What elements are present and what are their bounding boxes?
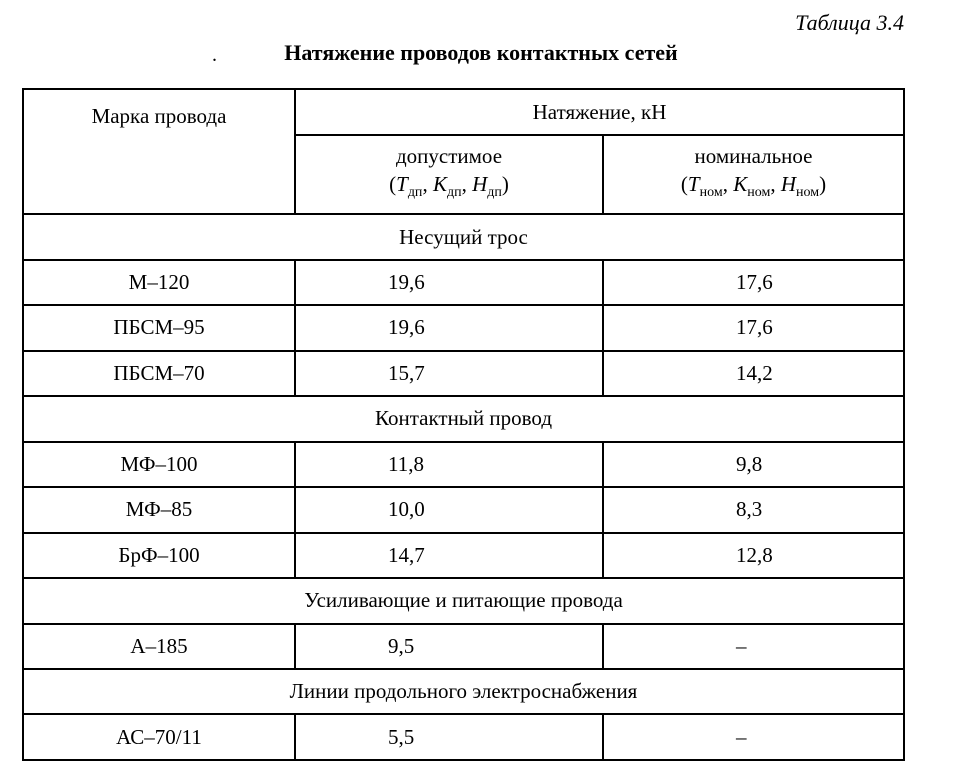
section-row: [23, 214, 904, 259]
symbol-letter: K: [432, 172, 447, 197]
table-row: [23, 442, 904, 487]
header-allowed-symbols: ($T_{дп}$, $K_{дп}$, $H_{дп}$): [389, 172, 509, 201]
table-row: [23, 487, 904, 532]
section-title: Несущий трос: [23, 214, 904, 259]
cell-nominal: –: [603, 624, 904, 669]
table-row: [23, 714, 904, 760]
symbol-subscript: дп: [487, 185, 502, 201]
header-wire-mark: Марка провода: [23, 89, 295, 214]
cell-mark: АС–70/11: [23, 714, 295, 760]
section-row: [23, 578, 904, 623]
cell-allowed: 19,6: [295, 305, 603, 350]
symbol-subscript: дп: [446, 185, 462, 201]
tension-table: [22, 88, 905, 761]
cell-mark: М–120: [23, 260, 295, 305]
symbol-letter: T: [396, 172, 408, 197]
header-tension: Натяжение, кН: [295, 89, 904, 135]
symbol-subscript: ном: [699, 185, 723, 201]
header-nominal-label: номинальное: [694, 144, 813, 169]
table-row: [23, 260, 904, 305]
cell-allowed: 10,0: [295, 487, 603, 532]
table-row: [23, 533, 904, 578]
symbol-subscript: ном: [747, 185, 771, 201]
table-title: Натяжение проводов контактных сетей: [284, 40, 678, 65]
header-allowed-label: допустимое: [395, 144, 503, 169]
table-caption: Таблица 3.4: [795, 10, 904, 35]
cell-mark: БрФ–100: [23, 533, 295, 578]
table-row: [23, 305, 904, 350]
header-allowed: [295, 135, 603, 214]
symbol-subscript: ном: [795, 185, 820, 201]
cell-allowed: 14,7: [295, 533, 603, 578]
section-title: Линии продольного электроснабжения: [23, 669, 904, 714]
cell-mark: МФ–100: [23, 442, 295, 487]
cell-allowed: 15,7: [295, 351, 603, 396]
cell-allowed: 11,8: [295, 442, 603, 487]
symbol-letter: T: [687, 172, 700, 197]
cell-nominal: 12,8: [603, 533, 904, 578]
section-row: [23, 669, 904, 714]
cell-mark: А–185: [23, 624, 295, 669]
section-row: [23, 396, 904, 441]
section-title: Контактный провод: [23, 396, 904, 441]
cell-nominal: 17,6: [603, 260, 904, 305]
section-title: Усиливающие и питающие провода: [23, 578, 904, 623]
symbol-letter: K: [733, 172, 748, 197]
cell-nominal: 17,6: [603, 305, 904, 350]
header-nominal-symbols: ($T_{ном}$, $K_{ном}$, $H_{ном}$): [680, 172, 827, 201]
symbol-letter: H: [472, 172, 488, 197]
cell-allowed: 9,5: [295, 624, 603, 669]
cell-nominal: 9,8: [603, 442, 904, 487]
cell-allowed: 5,5: [295, 714, 603, 760]
header-nominal: [603, 135, 904, 214]
cell-nominal: –: [603, 714, 904, 760]
table-row: [23, 624, 904, 669]
cell-nominal: 8,3: [603, 487, 904, 532]
stray-mark: .: [212, 44, 217, 66]
symbol-subscript: дп: [407, 185, 423, 201]
cell-allowed: 19,6: [295, 260, 603, 305]
cell-mark: МФ–85: [23, 487, 295, 532]
symbol-letter: H: [780, 172, 796, 197]
cell-mark: ПБСМ–95: [23, 305, 295, 350]
cell-nominal: 14,2: [603, 351, 904, 396]
cell-mark: ПБСМ–70: [23, 351, 295, 396]
table-row: [23, 351, 904, 396]
